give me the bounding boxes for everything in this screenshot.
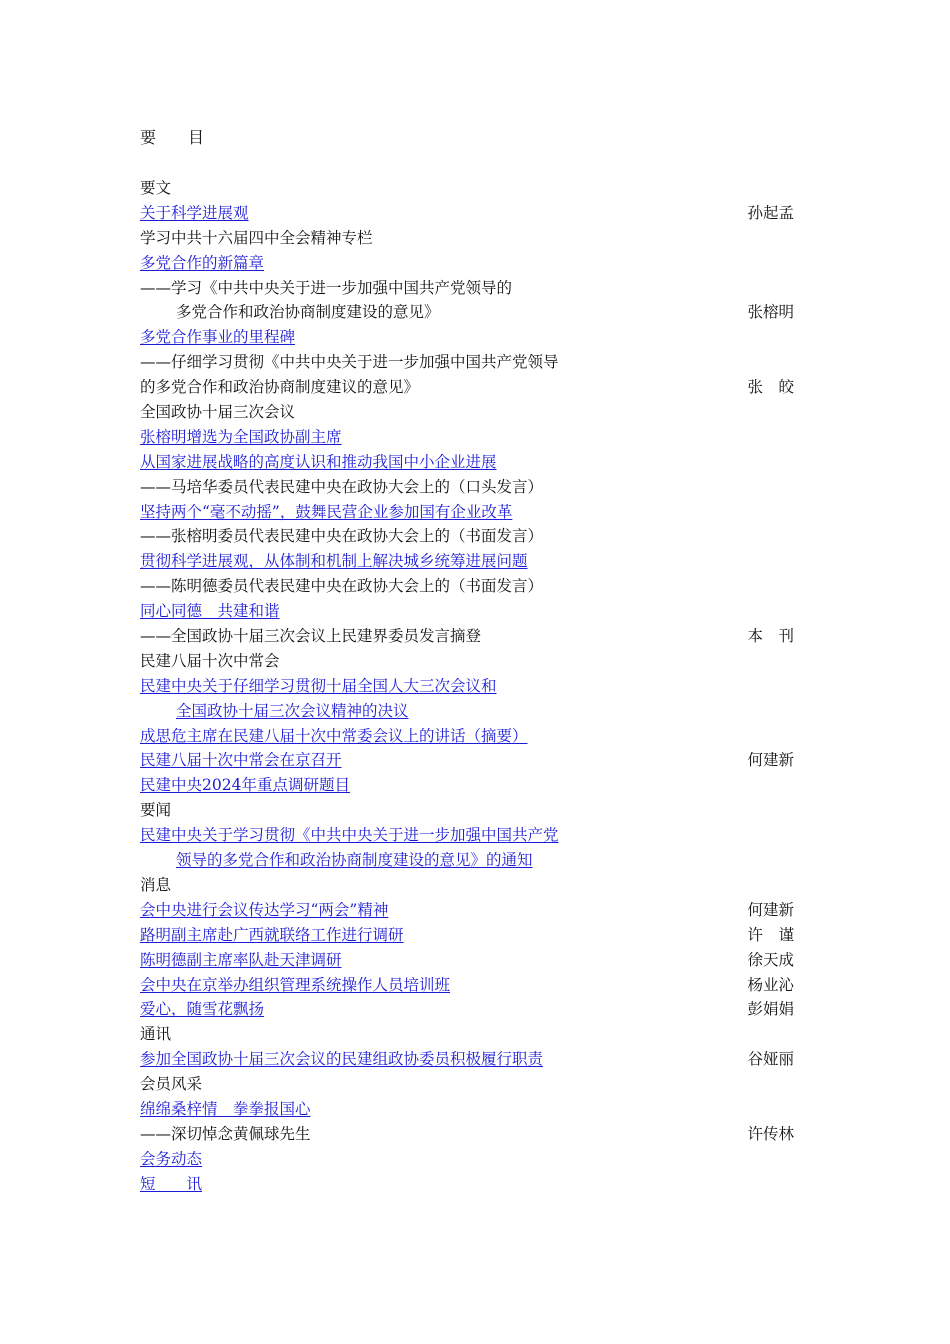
toc-link-row[interactable] bbox=[140, 748, 794, 773]
toc-link-row[interactable] bbox=[140, 599, 794, 624]
article-link[interactable]: 贯彻科学进展观，从体制和机制上解决城乡统筹进展问题 bbox=[140, 552, 528, 571]
toc-link-row[interactable] bbox=[140, 251, 794, 276]
author-name: 许传林 bbox=[747, 1124, 794, 1143]
toc-text-row bbox=[140, 226, 794, 251]
article-link[interactable]: 坚持两个“毫不动摇”，鼓舞民营企业参加国有企业改革 bbox=[140, 502, 513, 521]
section-text: ——张榕明委员代表民建中央在政协大会上的（书面发言） bbox=[140, 527, 544, 546]
article-link[interactable]: 民建中央关于学习贯彻《中共中央关于进一步加强中国共产党 bbox=[140, 826, 559, 845]
section-text: 全国政协十届三次会议 bbox=[140, 403, 296, 422]
section-text: 消息 bbox=[140, 875, 172, 894]
author-name: 许 谨 bbox=[747, 925, 794, 944]
section-text: 通讯 bbox=[140, 1025, 172, 1044]
article-link[interactable]: 短 讯 bbox=[140, 1174, 203, 1193]
toc-link-row[interactable] bbox=[140, 1172, 794, 1197]
toc-list bbox=[140, 176, 794, 1197]
section-text: ——全国政协十届三次会议上民建界委员发言摘登 bbox=[140, 627, 482, 646]
toc-link-row[interactable] bbox=[140, 1097, 794, 1122]
toc-text-row bbox=[140, 375, 794, 400]
toc-link-row[interactable] bbox=[140, 425, 794, 450]
toc-text-row bbox=[140, 176, 794, 201]
toc-link-row[interactable] bbox=[140, 549, 794, 574]
section-text: 多党合作和政治协商制度建设的意见》 bbox=[176, 303, 440, 322]
section-text: 会员风采 bbox=[140, 1075, 203, 1094]
article-link[interactable]: 爱心，随雪花飘扬 bbox=[140, 1000, 265, 1019]
page-title: 要 目 bbox=[140, 128, 205, 147]
author-name: 谷娅丽 bbox=[747, 1050, 794, 1069]
toc-text-row bbox=[140, 276, 794, 301]
article-link[interactable]: 绵绵桑梓情 拳拳报国心 bbox=[140, 1099, 311, 1118]
toc-link-row[interactable] bbox=[140, 823, 794, 848]
section-text: ——马培华委员代表民建中央在政协大会上的（口头发言） bbox=[140, 477, 544, 496]
toc-text-row bbox=[140, 1122, 794, 1147]
section-text: ——深切悼念黄佩球先生 bbox=[140, 1124, 311, 1143]
table-of-contents bbox=[140, 124, 794, 1197]
toc-text-row bbox=[140, 798, 794, 823]
section-text: 民建八届十次中常会 bbox=[140, 651, 280, 670]
section-text: ——陈明德委员代表民建中央在政协大会上的（书面发言） bbox=[140, 577, 544, 596]
section-text: 学习中共十六届四中全会精神专栏 bbox=[140, 228, 373, 247]
article-link[interactable]: 会务动态 bbox=[140, 1149, 203, 1168]
toc-text-row bbox=[140, 873, 794, 898]
author-name: 彭娟娟 bbox=[747, 1000, 794, 1019]
author-name: 张 皎 bbox=[747, 378, 794, 397]
article-link[interactable]: 会中央在京举办组织管理系统操作人员培训班 bbox=[140, 975, 451, 994]
article-link[interactable]: 陈明德副主席率队赴天津调研 bbox=[140, 950, 342, 969]
toc-link-row[interactable] bbox=[140, 898, 794, 923]
article-link[interactable]: 同心同德 共建和谐 bbox=[140, 602, 280, 621]
article-link[interactable]: 成思危主席在民建八届十次中常委会议上的讲话（摘要） bbox=[140, 726, 528, 745]
author-name: 张榕明 bbox=[747, 303, 794, 322]
toc-link-row[interactable] bbox=[140, 848, 794, 873]
article-link[interactable]: 多党合作事业的里程碑 bbox=[140, 328, 296, 347]
toc-link-row[interactable] bbox=[140, 201, 794, 226]
section-text: ——仔细学习贯彻《中共中央关于进一步加强中国共产党领导 bbox=[140, 353, 559, 372]
toc-link-row[interactable] bbox=[140, 997, 794, 1022]
section-text: 要闻 bbox=[140, 801, 172, 820]
toc-text-row bbox=[140, 524, 794, 549]
toc-link-row[interactable] bbox=[140, 450, 794, 475]
section-text: ——学习《中共中央关于进一步加强中国共产党领导的 bbox=[140, 278, 513, 297]
article-link[interactable]: 领导的多党合作和政治协商制度建设的意见》的通知 bbox=[176, 851, 533, 870]
article-link[interactable]: 民建中央关于仔细学习贯彻十届全国人大三次会议和 bbox=[140, 676, 497, 695]
toc-link-row[interactable] bbox=[140, 948, 794, 973]
toc-link-row[interactable] bbox=[140, 674, 794, 699]
author-name: 徐天成 bbox=[747, 950, 794, 969]
toc-text-row bbox=[140, 1022, 794, 1047]
toc-link-row[interactable] bbox=[140, 724, 794, 749]
toc-link-row[interactable] bbox=[140, 325, 794, 350]
author-name: 孙起孟 bbox=[747, 203, 794, 222]
toc-text-row bbox=[140, 350, 794, 375]
toc-text-row bbox=[140, 1072, 794, 1097]
toc-link-row[interactable] bbox=[140, 923, 794, 948]
toc-text-row bbox=[140, 649, 794, 674]
author-name: 本 刊 bbox=[747, 627, 794, 646]
toc-text-row bbox=[140, 624, 794, 649]
toc-link-row[interactable] bbox=[140, 773, 794, 798]
toc-text-row bbox=[140, 574, 794, 599]
toc-link-row[interactable] bbox=[140, 973, 794, 998]
article-link[interactable]: 参加全国政协十届三次会议的民建组政协委员积极履行职责 bbox=[140, 1050, 544, 1069]
article-link[interactable]: 路明副主席赴广西就联络工作进行调研 bbox=[140, 925, 404, 944]
article-link[interactable]: 民建八届十次中常会在京召开 bbox=[140, 751, 342, 770]
toc-link-row[interactable] bbox=[140, 1047, 794, 1072]
toc-link-row[interactable] bbox=[140, 1147, 794, 1172]
toc-text-row bbox=[140, 475, 794, 500]
article-link[interactable]: 多党合作的新篇章 bbox=[140, 253, 265, 272]
article-link[interactable]: 张榕明增选为全国政协副主席 bbox=[140, 427, 342, 446]
article-link[interactable]: 全国政协十届三次会议精神的决议 bbox=[176, 701, 409, 720]
article-link[interactable]: 从国家进展战略的高度认识和推动我国中小企业进展 bbox=[140, 452, 497, 471]
toc-text-row bbox=[140, 300, 794, 325]
section-text: 要文 bbox=[140, 179, 172, 197]
article-link[interactable]: 民建中央2024年重点调研题目 bbox=[140, 776, 350, 795]
author-name: 何建新 bbox=[747, 900, 794, 919]
author-name: 杨业沁 bbox=[747, 975, 794, 994]
author-name: 何建新 bbox=[747, 751, 794, 770]
article-link[interactable]: 关于科学进展观 bbox=[140, 203, 249, 222]
article-link[interactable]: 会中央进行会议传达学习“两会”精神 bbox=[140, 900, 389, 919]
toc-link-row[interactable] bbox=[140, 699, 794, 724]
toc-link-row[interactable] bbox=[140, 500, 794, 525]
toc-text-row bbox=[140, 400, 794, 425]
section-text: 的多党合作和政治协商制度建议的意见》 bbox=[140, 378, 420, 397]
